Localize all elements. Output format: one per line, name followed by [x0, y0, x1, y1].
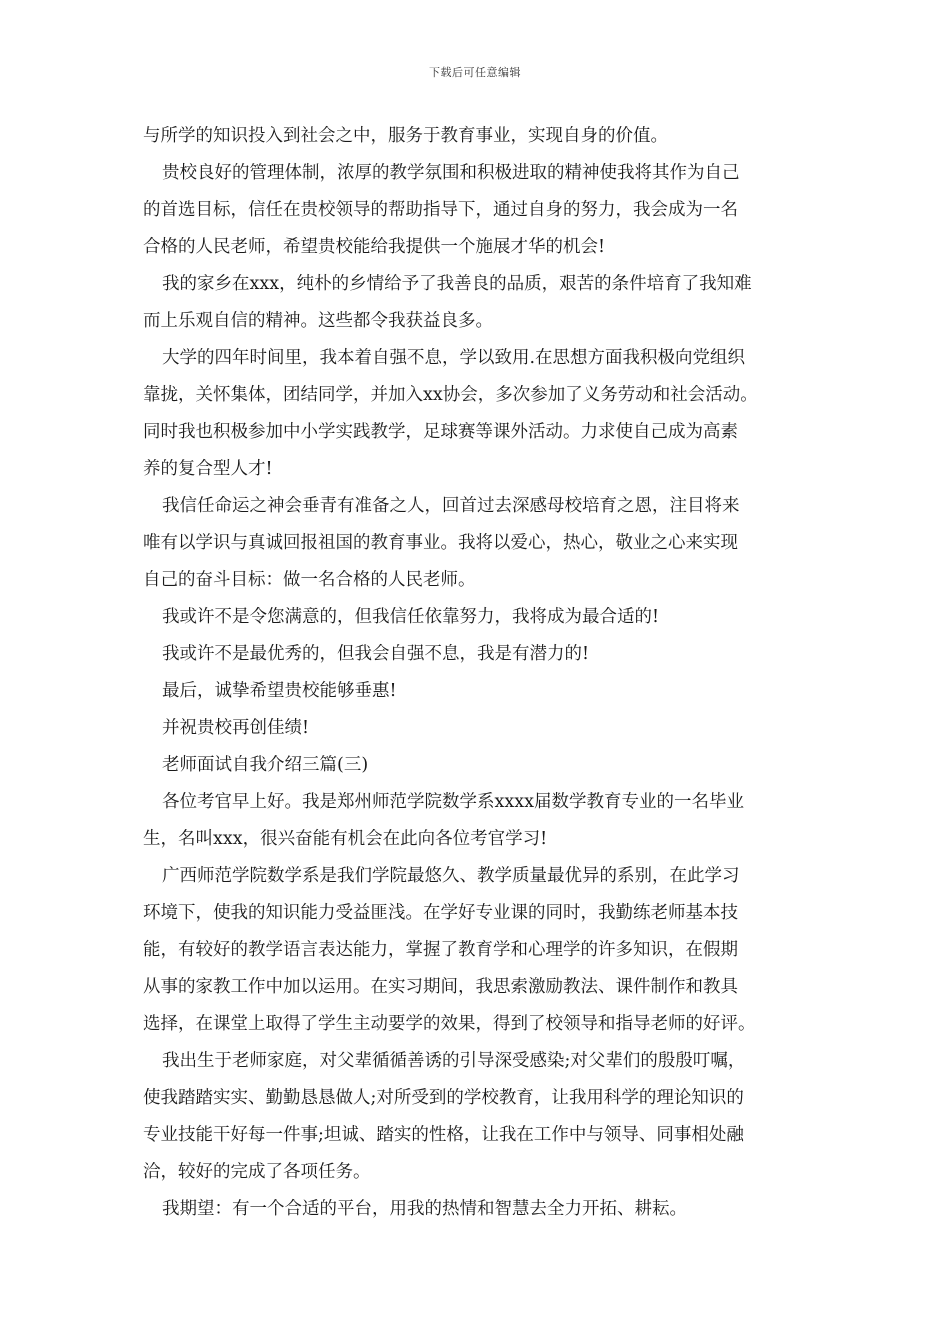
text-line: 能，有较好的教学语言表达能力，掌握了教育学和心理学的许多知识，在假期	[143, 940, 738, 960]
text-line: 唯有以学识与真诚回报祖国的教育事业。我将以爱心，热心，敬业之心来实现	[143, 533, 738, 553]
text-line: 我或许不是令您满意的，但我信任依靠努力，我将成为最合适的!	[162, 607, 660, 627]
text-line: 合格的人民老师，希望贵校能给我提供一个施展才华的机会!	[143, 237, 606, 257]
text-line: 最后，诚挚希望贵校能够垂惠!	[162, 681, 397, 701]
text-line: 洽，较好的完成了各项任务。	[143, 1162, 371, 1182]
document-body	[143, 118, 808, 1228]
text-line: 我期望：有一个合适的平台，用我的热情和智慧去全力开拓、耕耘。	[162, 1199, 687, 1219]
text-line: 老师面试自我介绍三篇(三)	[162, 755, 369, 775]
text-line: 与所学的知识投入到社会之中，服务于教育事业，实现自身的价值。	[143, 126, 668, 146]
text-line: 并祝贵校再创佳绩!	[162, 718, 310, 738]
text-line: 使我踏踏实实、勤勤恳恳做人;对所受到的学校教育，让我用科学的理论知识的	[143, 1088, 744, 1108]
text-line: 专业技能干好每一件事;坦诚、踏实的性格，让我在工作中与领导、同事相处融	[143, 1125, 744, 1145]
text-line: 我的家乡在xxx，纯朴的乡情给予了我善良的品质，艰苦的条件培育了我知难	[162, 274, 752, 294]
text-line: 从事的家教工作中加以运用。在实习期间，我思索激励教法、课件制作和教具	[143, 977, 738, 997]
text-line: 广西师范学院数学系是我们学院最悠久、教学质量最优异的系别，在此学习	[162, 866, 740, 886]
text-line: 同时我也积极参加中小学实践教学，足球赛等课外活动。力求使自己成为高素	[143, 422, 738, 442]
text-line: 大学的四年时间里，我本着自强不息，学以致用.在思想方面我积极向党组织	[162, 348, 746, 368]
text-line: 自己的奋斗目标：做一名合格的人民老师。	[143, 570, 476, 590]
text-line: 靠拢，关怀集体，团结同学，并加入xx协会，多次参加了义务劳动和社会活动。	[143, 385, 758, 405]
text-line: 我信任命运之神会垂青有准备之人，回首过去深感母校培育之恩，注目将来	[162, 496, 740, 516]
text-line: 的首选目标，信任在贵校领导的帮助指导下，通过自身的努力，我会成为一名	[143, 200, 738, 220]
text-line: 选择，在课堂上取得了学生主动要学的效果，得到了校领导和指导老师的好评。	[143, 1014, 756, 1034]
text-line: 各位考官早上好。我是郑州师范学院数学系xxxx届数学教育专业的一名毕业	[162, 792, 744, 812]
text-line: 我出生于老师家庭，对父辈循循善诱的引导深受感染;对父辈们的殷殷叮嘱，	[162, 1051, 746, 1071]
text-line: 环境下，使我的知识能力受益匪浅。在学好专业课的同时，我勤练老师基本技	[143, 903, 738, 923]
text-line: 生，名叫xxx，很兴奋能有机会在此向各位考官学习!	[143, 829, 548, 849]
text-line: 我或许不是最优秀的，但我会自强不息，我是有潜力的!	[162, 644, 590, 664]
text-line: 而上乐观自信的精神。这些都令我获益良多。	[143, 311, 493, 331]
text-line: 贵校良好的管理体制，浓厚的教学氛围和积极进取的精神使我将其作为自己	[162, 163, 740, 183]
page-header-note: 下载后可任意编辑	[429, 66, 521, 79]
text-line: 养的复合型人才!	[143, 459, 273, 479]
